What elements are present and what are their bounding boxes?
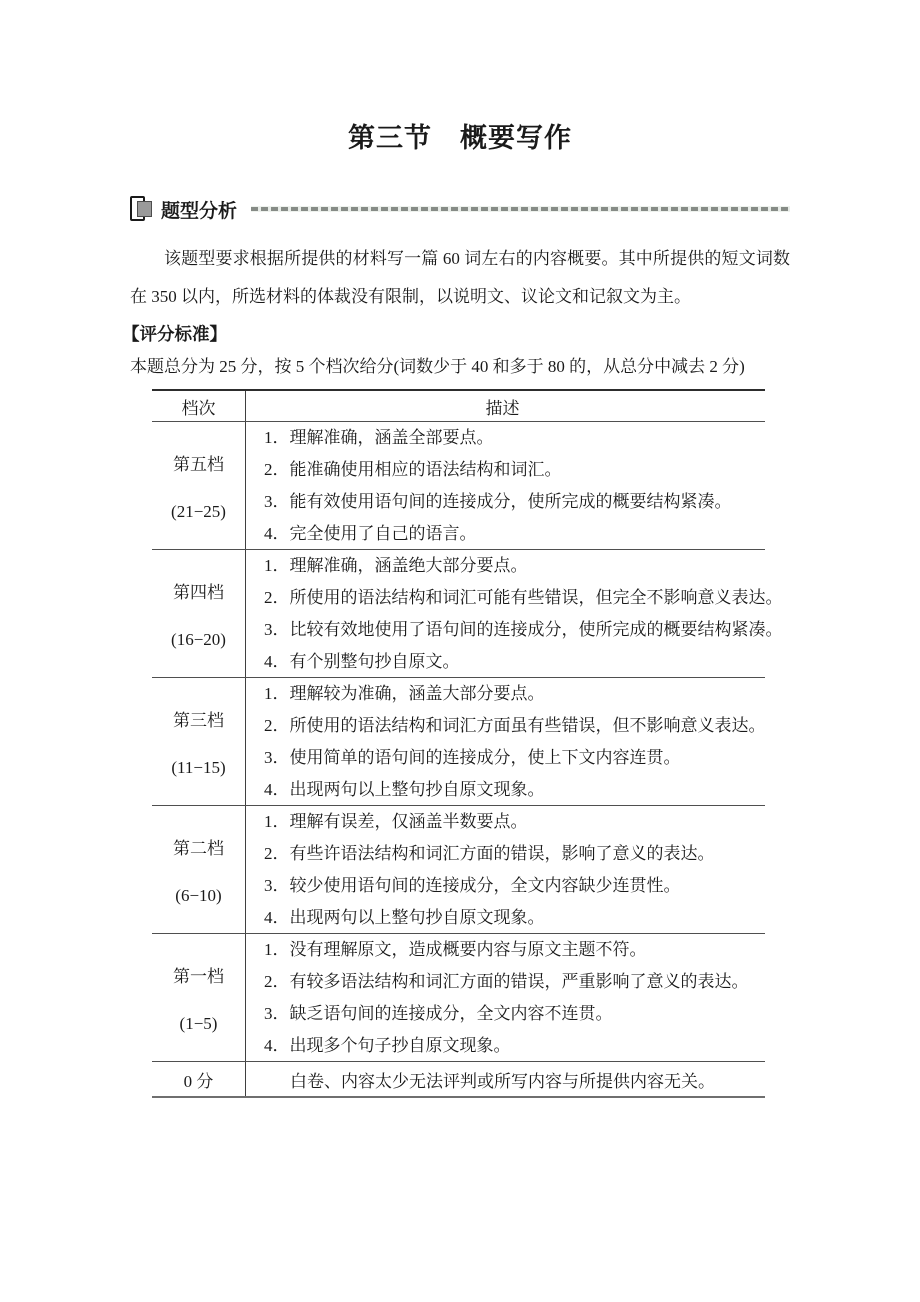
criteria-heading: 【评分标准】 xyxy=(122,324,227,344)
description-cell xyxy=(246,422,765,549)
description-cell xyxy=(246,934,765,1061)
rubric-item: 1．理解有误差，仅涵盖半数要点。 xyxy=(264,811,528,831)
rubric-item: 3．较少使用语句间的连接成分，全文内容缺少连贯性。 xyxy=(264,875,681,895)
level-cell xyxy=(152,422,246,549)
level-name: 第一档 xyxy=(173,966,224,986)
dashed-divider xyxy=(251,207,790,211)
level-range: (1−5) xyxy=(179,1013,218,1033)
document-page-icon-square xyxy=(137,201,152,217)
description-cell: 白卷、内容太少无法评判或所写内容与所提供内容无关。 xyxy=(290,1071,715,1091)
criteria-note: 本题总分为 25 分，按 5 个档次给分(词数少于 40 和多于 80 的，从总分中减去 2 分) xyxy=(130,357,745,376)
column-header-level: 档次 xyxy=(152,391,246,421)
page-title: 第三节 概要写作 xyxy=(348,123,572,153)
description-cell xyxy=(246,806,765,933)
column-header-description: 描述 xyxy=(485,398,520,418)
intro-paragraph: 该题型要求根据所提供的材料写一篇 60 词左右的内容概要。其中所提供的短文词数在 350 以内，所选材料的体裁没有限制，以说明文、议论文和记叙文为主。 xyxy=(130,249,790,306)
level-cell xyxy=(152,678,246,805)
rubric-item: 4．出现两句以上整句抄自原文现象。 xyxy=(264,907,545,927)
rubric-item: 4．完全使用了自己的语言。 xyxy=(264,523,477,543)
table-row-band1 xyxy=(152,934,765,1062)
level-range: (11−15) xyxy=(171,757,226,777)
table-row-band4 xyxy=(152,550,783,678)
section-header-label: 题型分析 xyxy=(161,200,238,222)
table-header-row xyxy=(152,391,765,422)
section-header xyxy=(130,194,790,224)
rubric-item: 3．使用简单的语句间的连接成分，使上下文内容连贯。 xyxy=(264,747,681,767)
document-page-icon xyxy=(130,195,154,223)
rubric-item: 2．所使用的语法结构和词汇方面虽有些错误，但不影响意义表达。 xyxy=(264,715,766,735)
scoring-rubric-table xyxy=(152,389,783,1098)
level-cell: 0 分 xyxy=(152,1062,246,1096)
level-name: 第二档 xyxy=(173,838,224,858)
rubric-item: 4．出现多个句子抄自原文现象。 xyxy=(264,1035,511,1055)
level-range: (6−10) xyxy=(175,885,222,905)
rubric-item: 1．理解准确，涵盖绝大部分要点。 xyxy=(264,555,528,575)
rubric-item: 1．理解准确，涵盖全部要点。 xyxy=(264,427,494,447)
level-cell xyxy=(152,806,246,933)
description-cell xyxy=(246,678,772,805)
rubric-item: 2．有较多语法结构和词汇方面的错误，严重影响了意义的表达。 xyxy=(264,971,749,991)
table-row-band5 xyxy=(152,422,765,550)
level-name: 第四档 xyxy=(173,582,224,602)
rubric-item: 2．有些许语法结构和词汇方面的错误，影响了意义的表达。 xyxy=(264,843,715,863)
level-range: (16−20) xyxy=(171,629,226,649)
level-name: 第三档 xyxy=(173,710,224,730)
rubric-item: 1．理解较为准确，涵盖大部分要点。 xyxy=(264,683,545,703)
rubric-item: 4．有个别整句抄自原文。 xyxy=(264,651,460,671)
rubric-item: 2．所使用的语法结构和词汇可能有些错误，但完全不影响意义表达。 xyxy=(264,587,783,607)
rubric-item: 3．比较有效地使用了语句间的连接成分，使所完成的概要结构紧凑。 xyxy=(264,619,783,639)
table-row-zero xyxy=(152,1062,765,1096)
table-row-band2 xyxy=(152,806,765,934)
level-name: 第五档 xyxy=(173,454,224,474)
rubric-item: 4．出现两句以上整句抄自原文现象。 xyxy=(264,779,545,799)
rubric-item: 3．缺乏语句间的连接成分，全文内容不连贯。 xyxy=(264,1003,613,1023)
rubric-item: 1．没有理解原文，造成概要内容与原文主题不符。 xyxy=(264,939,647,959)
level-range: (21−25) xyxy=(171,501,226,521)
table-row-band3 xyxy=(152,678,765,806)
rubric-item: 3．能有效使用语句间的连接成分，使所完成的概要结构紧凑。 xyxy=(264,491,732,511)
level-cell xyxy=(152,550,246,677)
rubric-item: 2．能准确使用相应的语法结构和词汇。 xyxy=(264,459,562,479)
level-cell xyxy=(152,934,246,1061)
description-cell xyxy=(246,550,789,677)
